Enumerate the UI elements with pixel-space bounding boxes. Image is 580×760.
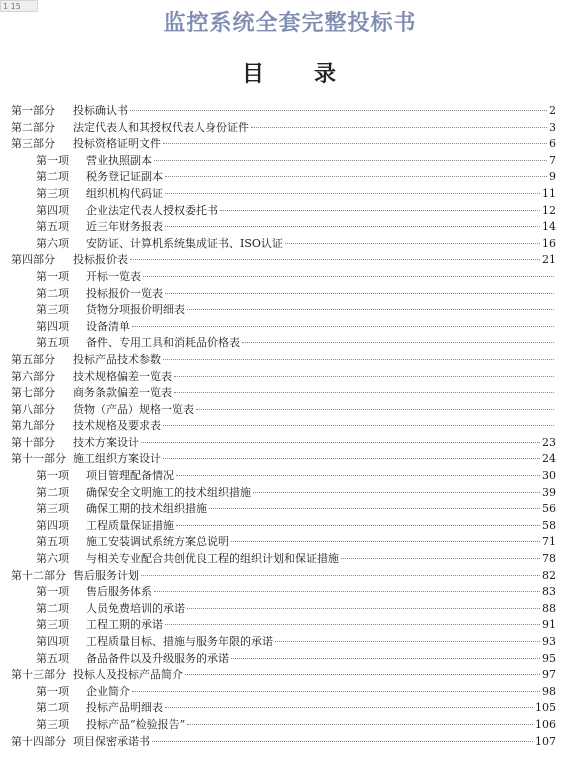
toc-item-entry[interactable] (11, 717, 556, 734)
toc-dot-leader (174, 392, 554, 393)
toc-entry-number: 第二部分 (11, 120, 55, 134)
toc-entry-label: 售后服务体系 (86, 585, 152, 599)
toc-entry-number: 第二项 (36, 286, 69, 300)
toc-entry-number: 第三项 (36, 186, 69, 200)
toc-dot-leader (130, 110, 547, 111)
toc-dot-leader (165, 176, 547, 177)
toc-item-entry[interactable] (11, 219, 556, 236)
toc-part-entry[interactable] (11, 402, 556, 419)
toc-entry-label: 投标确认书 (73, 104, 128, 117)
toc-dot-leader (209, 508, 540, 509)
toc-entry-number: 第五项 (36, 336, 69, 350)
toc-dot-leader (196, 409, 554, 410)
toc-dot-leader (165, 226, 540, 227)
toc-page-number: 7 (549, 153, 556, 167)
toc-page-number: 21 (542, 253, 556, 267)
toc-entry-label: 工程工期的承诺 (86, 618, 163, 632)
toc-entry-number: 第五部分 (11, 352, 55, 366)
toc-entry-label: 施工组织方案设计 (73, 452, 161, 466)
toc-dot-leader (163, 458, 540, 459)
toc-entry-number: 第四项 (36, 203, 69, 217)
toc-dot-leader (163, 359, 554, 360)
toc-item-entry[interactable] (11, 534, 556, 551)
toc-entry-label: 备件、专用工具和消耗品价格表 (86, 336, 240, 350)
toc-dot-leader (143, 276, 554, 277)
toc-entry-number: 第十一部分 (11, 452, 66, 466)
toc-item-entry[interactable] (11, 485, 556, 502)
toc-entry-number: 第一项 (36, 684, 69, 698)
toc-page-number: 12 (542, 203, 556, 217)
toc-entry-label: 组织机构代码证 (86, 186, 163, 200)
toc-page-number: 93 (542, 635, 556, 648)
toc-entry-label: 人员免费培训的承诺 (86, 601, 185, 615)
toc-entry-label: 投标人及投标产品简介 (73, 668, 183, 682)
toc-dot-leader (275, 641, 540, 642)
toc-item-entry[interactable] (11, 153, 556, 170)
toc-page-number: 3 (549, 120, 556, 134)
toc-entry-label: 投标资格证明文件 (73, 137, 161, 151)
toc-dot-leader (187, 309, 554, 310)
toc-entry-label: 企业法定代表人授权委托书 (86, 203, 218, 217)
toc-entry-label: 安防证、计算机系统集成证书、ISO认证 (86, 236, 283, 250)
toc-entry-label: 法定代表人和其授权代表人身份证件 (73, 120, 249, 134)
toc-dot-leader (185, 674, 540, 675)
toc-entry-label: 投标产品明细表 (86, 701, 163, 715)
toc-page-number: 105 (535, 701, 556, 715)
toc-page-number: 82 (542, 568, 556, 582)
toc-item-entry[interactable] (11, 634, 556, 651)
toc-dot-leader (231, 658, 540, 659)
toc-item-entry[interactable] (11, 319, 556, 336)
toc-dot-leader (187, 608, 540, 609)
toc-page-number: 88 (542, 601, 556, 615)
toc-item-entry[interactable] (11, 700, 556, 717)
toc-part-entry[interactable] (11, 734, 556, 751)
toc-entry-label: 备品备件以及升级服务的承诺 (86, 651, 229, 665)
toc-page-number: 11 (542, 186, 556, 200)
toc-item-entry[interactable] (11, 169, 556, 186)
toc-page-number: 14 (542, 220, 556, 234)
toc-entry-number: 第五项 (36, 220, 69, 234)
toc-dot-leader (220, 210, 540, 211)
toc-page-number: 58 (542, 518, 556, 532)
toc-entry-number: 第一项 (36, 269, 69, 283)
toc-entry-label: 货物分项报价明细表 (86, 303, 185, 317)
toc-dot-leader (154, 160, 547, 161)
toc-entry-number: 第一项 (36, 585, 69, 599)
toc-entry-number: 第三项 (36, 618, 69, 632)
toc-page-number: 56 (542, 502, 556, 516)
toc-page-number: 106 (535, 717, 556, 731)
toc-entry-label: 货物（产品）规格一览表 (73, 402, 194, 416)
toc-dot-leader (132, 326, 554, 327)
toc-entry-number: 第十三部分 (11, 668, 66, 682)
toc-page-number: 9 (549, 170, 556, 184)
toc-entry-label: 确保安全文明施工的技术组织措施 (86, 485, 251, 499)
toc-entry-label: 投标产品“检验报告” (86, 717, 186, 731)
toc-part-entry[interactable] (11, 568, 556, 585)
toc-entry-number: 第三部分 (11, 137, 55, 151)
toc-item-entry[interactable] (11, 551, 556, 568)
toc-item-entry[interactable] (11, 286, 556, 303)
toc-dot-leader (174, 376, 554, 377)
toc-entry-label: 税务登记证副本 (86, 170, 163, 184)
toc-heading: 目 录 (241, 61, 350, 87)
toc-entry-number: 第七部分 (11, 386, 55, 400)
toc-entry-label: 技术方案设计 (73, 435, 139, 449)
toc-page-number: 107 (535, 734, 556, 748)
toc-dot-leader (141, 442, 540, 443)
toc-entry-label: 工程质量保证措施 (86, 518, 174, 532)
toc-dot-leader (231, 541, 540, 542)
toc-item-entry[interactable] (11, 186, 556, 203)
toc-entry-number: 第八部分 (11, 402, 55, 416)
toc-entry-label: 营业执照副本 (86, 153, 152, 167)
toc-dot-leader (253, 492, 540, 493)
toc-dot-leader (165, 624, 540, 625)
toc-dot-leader (165, 293, 554, 294)
toc-item-entry[interactable] (11, 501, 556, 518)
toc-entry-label: 工程质量目标、措施与服务年限的承诺 (86, 635, 273, 648)
document-title: 监控系统全套完整投标书 (163, 10, 417, 36)
toc-page-number: 78 (542, 552, 556, 566)
toc-item-entry[interactable] (11, 236, 556, 253)
toc-entry-number: 第九部分 (11, 419, 55, 433)
toc-part-entry[interactable] (11, 103, 556, 120)
toc-entry-number: 第十四部分 (11, 734, 66, 748)
toc-part-entry[interactable] (11, 385, 556, 402)
table-of-contents (11, 103, 556, 750)
toc-part-entry[interactable] (11, 451, 556, 468)
toc-dot-leader (187, 724, 533, 725)
toc-page-number: 83 (542, 585, 556, 599)
toc-dot-leader (152, 741, 533, 742)
toc-entry-label: 开标一览表 (86, 269, 141, 283)
toc-page-number: 6 (549, 137, 556, 151)
toc-entry-label: 项目管理配备情况 (86, 469, 174, 483)
toc-entry-number: 第六项 (36, 236, 69, 250)
toc-entry-label: 技术规格偏差一览表 (73, 369, 172, 383)
toc-entry-number: 第六项 (36, 552, 69, 566)
toc-entry-number: 第四部分 (11, 253, 55, 267)
toc-entry-number: 第三项 (36, 502, 69, 516)
toc-part-entry[interactable] (11, 252, 556, 269)
toc-entry-label: 施工安装调试系统方案总说明 (86, 535, 229, 549)
toc-entry-number: 第三项 (36, 303, 69, 317)
toc-dot-leader (165, 193, 540, 194)
toc-page-number: 98 (542, 684, 556, 698)
toc-entry-number: 第二项 (36, 601, 69, 615)
toc-page-number: 95 (542, 651, 556, 665)
toc-entry-number: 第一部分 (11, 104, 55, 117)
toc-entry-number: 第四项 (36, 518, 69, 532)
toc-part-entry[interactable] (11, 120, 556, 137)
toc-dot-leader (251, 127, 547, 128)
toc-item-entry[interactable] (11, 584, 556, 601)
toc-item-entry[interactable] (11, 601, 556, 618)
toc-item-entry[interactable] (11, 302, 556, 319)
toc-part-entry[interactable] (11, 418, 556, 435)
toc-item-entry[interactable] (11, 468, 556, 485)
toc-page-number: 23 (542, 435, 556, 449)
toc-dot-leader (341, 558, 540, 559)
page-corner-tab[interactable]: 1 15 (0, 0, 38, 12)
toc-entry-label: 设备清单 (86, 319, 130, 333)
toc-entry-number: 第二项 (36, 701, 69, 715)
toc-entry-number: 第一项 (36, 469, 69, 483)
toc-dot-leader (132, 691, 540, 692)
toc-page-number: 24 (542, 452, 556, 466)
toc-item-entry[interactable] (11, 518, 556, 535)
toc-dot-leader (242, 342, 554, 343)
toc-dot-leader (154, 591, 540, 592)
toc-item-entry[interactable] (11, 269, 556, 286)
toc-page-number: 71 (542, 535, 556, 549)
toc-page-number: 39 (542, 485, 556, 499)
toc-entry-number: 第二项 (36, 485, 69, 499)
toc-entry-number: 第四项 (36, 635, 69, 648)
toc-entry-number: 第四项 (36, 319, 69, 333)
toc-item-entry[interactable] (11, 335, 556, 352)
toc-entry-label: 与相关专业配合共创优良工程的组织计划和保证措施 (86, 552, 339, 566)
toc-dot-leader (285, 243, 540, 244)
toc-dot-leader (165, 707, 533, 708)
toc-page-number: 16 (542, 236, 556, 250)
toc-entry-label: 确保工期的技术组织措施 (86, 502, 207, 516)
toc-part-entry[interactable] (11, 369, 556, 386)
toc-entry-label: 投标产品技术参数 (73, 352, 161, 366)
toc-entry-number: 第十部分 (11, 435, 55, 449)
toc-entry-number: 第五项 (36, 651, 69, 665)
toc-entry-number: 第十二部分 (11, 568, 66, 582)
toc-dot-leader (141, 575, 540, 576)
toc-page-number: 97 (542, 668, 556, 682)
toc-entry-label: 投标报价一览表 (86, 286, 163, 300)
toc-part-entry[interactable] (11, 667, 556, 684)
toc-item-entry[interactable] (11, 617, 556, 634)
toc-entry-number: 第一项 (36, 153, 69, 167)
toc-entry-label: 售后服务计划 (73, 568, 139, 582)
toc-entry-label: 企业简介 (86, 684, 130, 698)
toc-dot-leader (176, 525, 540, 526)
toc-entry-number: 第二项 (36, 170, 69, 184)
toc-entry-number: 第六部分 (11, 369, 55, 383)
toc-item-entry[interactable] (11, 203, 556, 220)
toc-entry-number: 第三项 (36, 717, 69, 731)
toc-page-number: 2 (549, 104, 556, 117)
toc-item-entry[interactable] (11, 651, 556, 668)
toc-entry-label: 技术规格及要求表 (73, 419, 161, 433)
toc-part-entry[interactable] (11, 352, 556, 369)
toc-page-number: 91 (542, 618, 556, 632)
toc-dot-leader (163, 143, 547, 144)
toc-item-entry[interactable] (11, 684, 556, 701)
toc-part-entry[interactable] (11, 136, 556, 153)
toc-dot-leader (176, 475, 540, 476)
toc-dot-leader (130, 259, 540, 260)
toc-page-number: 30 (542, 469, 556, 483)
toc-entry-label: 投标报价表 (73, 253, 128, 267)
toc-entry-label: 近三年财务报表 (86, 220, 163, 234)
toc-dot-leader (163, 425, 554, 426)
toc-entry-label: 商务条款偏差一览表 (73, 386, 172, 400)
toc-entry-label: 项目保密承诺书 (73, 734, 150, 748)
toc-entry-number: 第五项 (36, 535, 69, 549)
toc-part-entry[interactable] (11, 435, 556, 452)
